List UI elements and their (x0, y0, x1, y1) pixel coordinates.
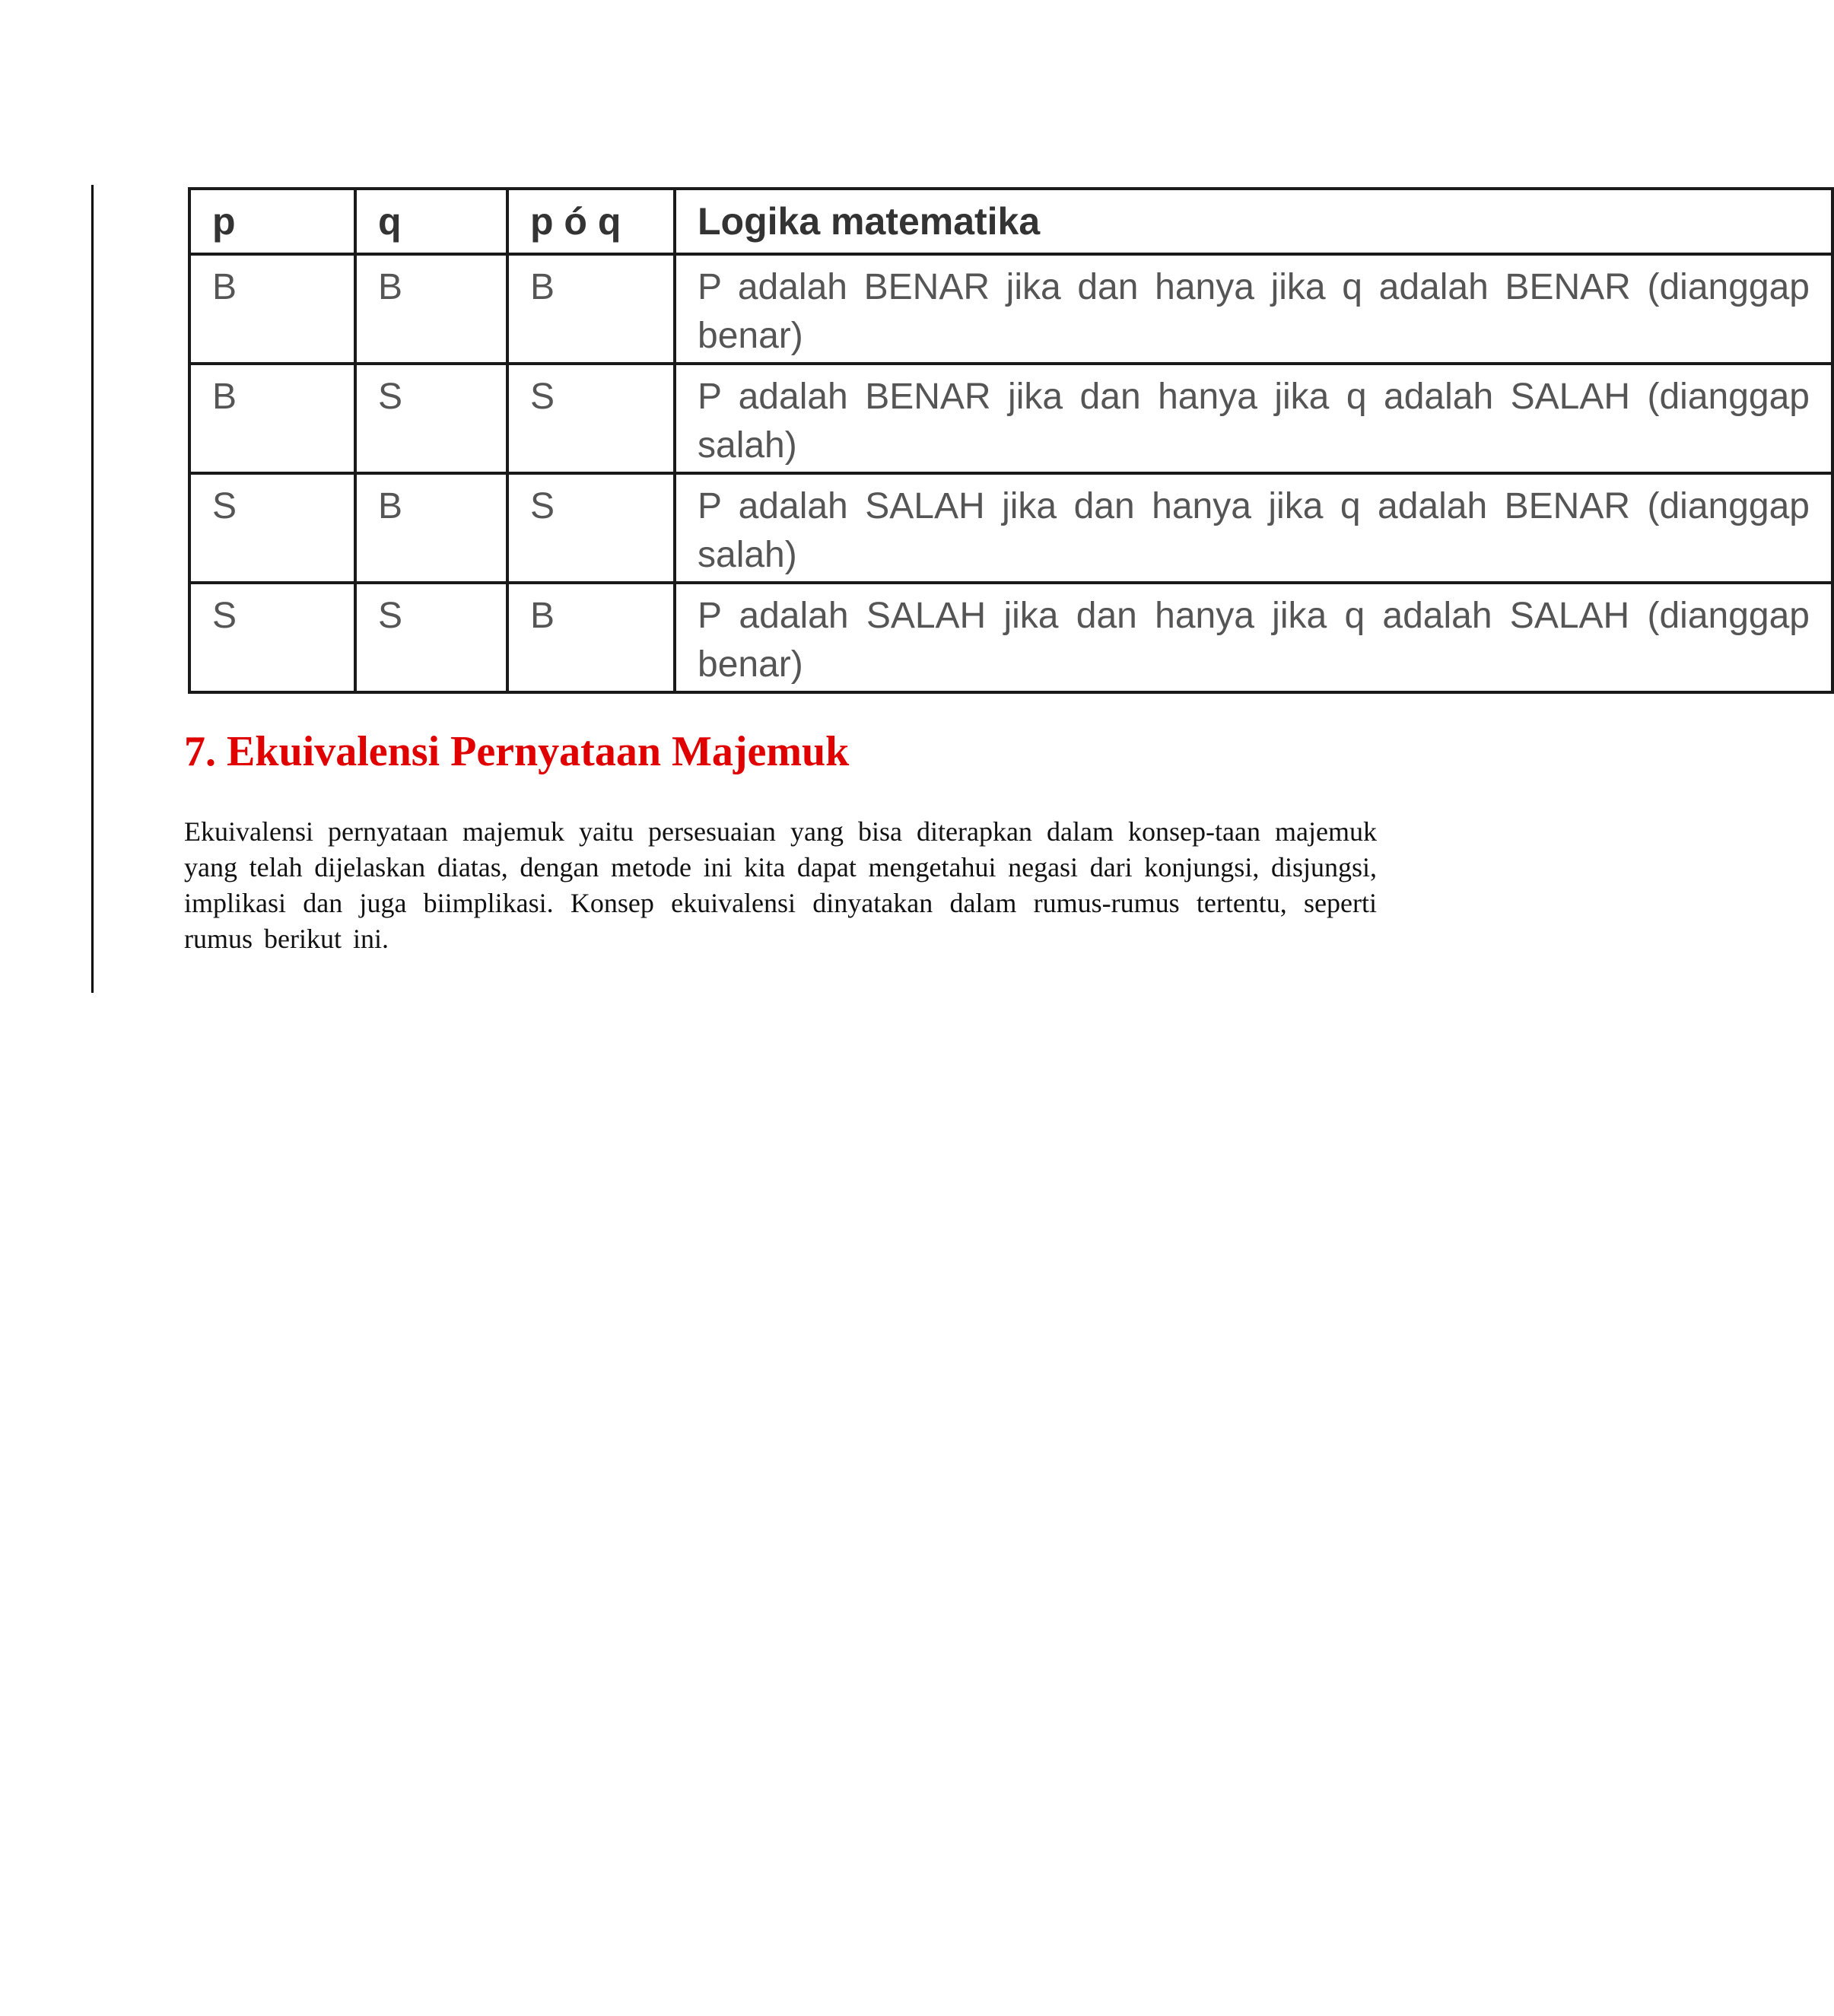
cell-p: B (189, 254, 355, 364)
cell-p-iff-q: S (507, 473, 675, 583)
margin-rule (91, 185, 94, 993)
truth-table-image (188, 187, 1810, 685)
cell-p-iff-q: B (507, 254, 675, 364)
cell-q: B (355, 254, 507, 364)
header-logika-matematika: Logika matematika (675, 189, 1832, 254)
header-q: q (355, 189, 507, 254)
truth-table (188, 187, 1834, 694)
table-row (189, 473, 1832, 583)
cell-q: S (355, 583, 507, 692)
section-heading: 7. Ekuivalensi Pernyataan Majemuk (184, 728, 850, 775)
cell-q: B (355, 473, 507, 583)
cell-p: S (189, 473, 355, 583)
section-paragraph: Ekuivalensi pernyataan majemuk yaitu persesuaian yang bisa diterapkan dalam konsep-taan majemuk yang telah dijelaskan diatas, dengan metode ini kita dapat mengetahui negasi dari konjungsi, disjungsi, implikasi dan juga biimplikasi. Konsep ekuivalensi dinyatakan dalam rumus-rumus tertentu, seperti rumus berikut ini. (184, 816, 1377, 954)
cell-logika: P adalah SALAH jika dan hanya jika q adalah SALAH (dianggap benar) (675, 583, 1832, 692)
cell-logika: P adalah SALAH jika dan hanya jika q adalah BENAR (dianggap salah) (675, 473, 1832, 583)
header-p: p (189, 189, 355, 254)
cell-p: S (189, 583, 355, 692)
cell-p-iff-q: B (507, 583, 675, 692)
cell-p: B (189, 364, 355, 473)
cell-logika: P adalah BENAR jika dan hanya jika q adalah SALAH (dianggap salah) (675, 364, 1832, 473)
table-row (189, 583, 1832, 692)
header-p-iff-q: p ó q (507, 189, 675, 254)
table-row (189, 364, 1832, 473)
cell-p-iff-q: S (507, 364, 675, 473)
table-row (189, 254, 1832, 364)
cell-logika: P adalah BENAR jika dan hanya jika q adalah BENAR (dianggap benar) (675, 254, 1832, 364)
table-header-row (189, 189, 1832, 254)
cell-q: S (355, 364, 507, 473)
